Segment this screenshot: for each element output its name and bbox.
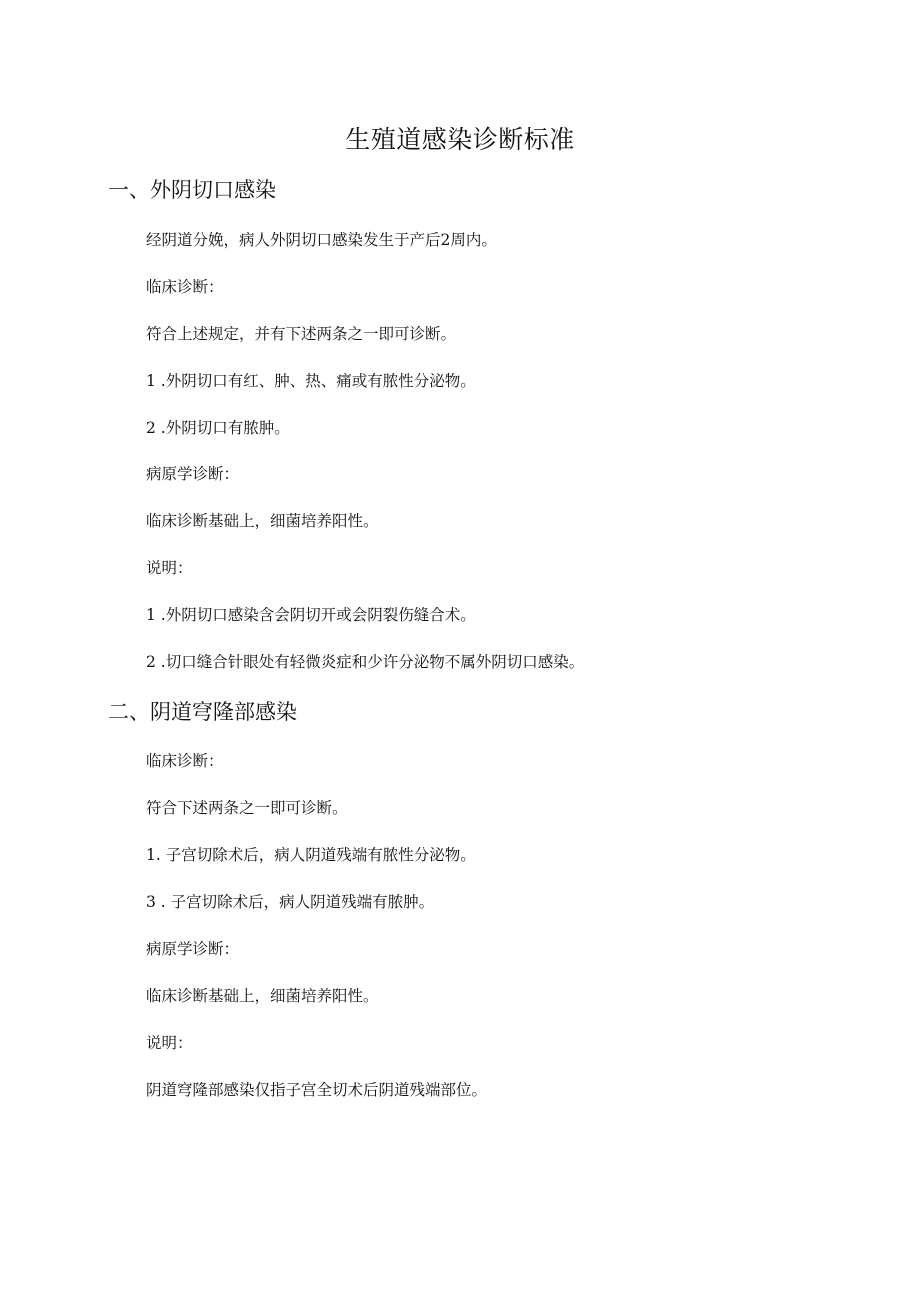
criteria-item: 2 .外阴切口有脓肿。 xyxy=(146,419,290,437)
clinical-diagnosis-label: 临床诊断： xyxy=(146,752,224,770)
paragraph: 符合下述两条之一即可诊断。 xyxy=(146,799,348,817)
section-heading-vaginal-vault: 二、阴道穹隆部感染 xyxy=(108,700,297,724)
section-heading-vulvar-incision: 一、外阴切口感染 xyxy=(108,178,276,202)
criteria-item: 1 .外阴切口有红、肿、热、痛或有脓性分泌物。 xyxy=(146,372,476,390)
note-label: 说明： xyxy=(146,559,193,577)
criteria-item: 3 . 子宫切除术后，病人阴道残端有脓肿。 xyxy=(146,893,435,911)
paragraph: 符合上述规定，并有下述两条之一即可诊断。 xyxy=(146,325,457,343)
note-item: 1 .外阴切口感染含会阴切开或会阴裂伤缝合术。 xyxy=(146,606,476,624)
note-label: 说明： xyxy=(146,1034,193,1052)
pathogen-diagnosis-label: 病原学诊断： xyxy=(146,940,240,958)
clinical-diagnosis-label: 临床诊断： xyxy=(146,278,224,296)
paragraph: 临床诊断基础上，细菌培养阳性。 xyxy=(146,987,379,1005)
document-title: 生殖道感染诊断标准 xyxy=(345,125,575,154)
note-item: 阴道穹隆部感染仅指子宫全切术后阴道残端部位。 xyxy=(146,1081,488,1099)
pathogen-diagnosis-label: 病原学诊断： xyxy=(146,465,240,483)
criteria-item: 1. 子宫切除术后，病人阴道残端有脓性分泌物。 xyxy=(146,846,476,864)
paragraph: 临床诊断基础上，细菌培养阳性。 xyxy=(146,512,379,530)
note-item: 2 .切口缝合针眼处有轻微炎症和少许分泌物不属外阴切口感染。 xyxy=(146,653,585,671)
paragraph: 经阴道分娩，病人外阴切口感染发生于产后2周内。 xyxy=(146,231,497,249)
